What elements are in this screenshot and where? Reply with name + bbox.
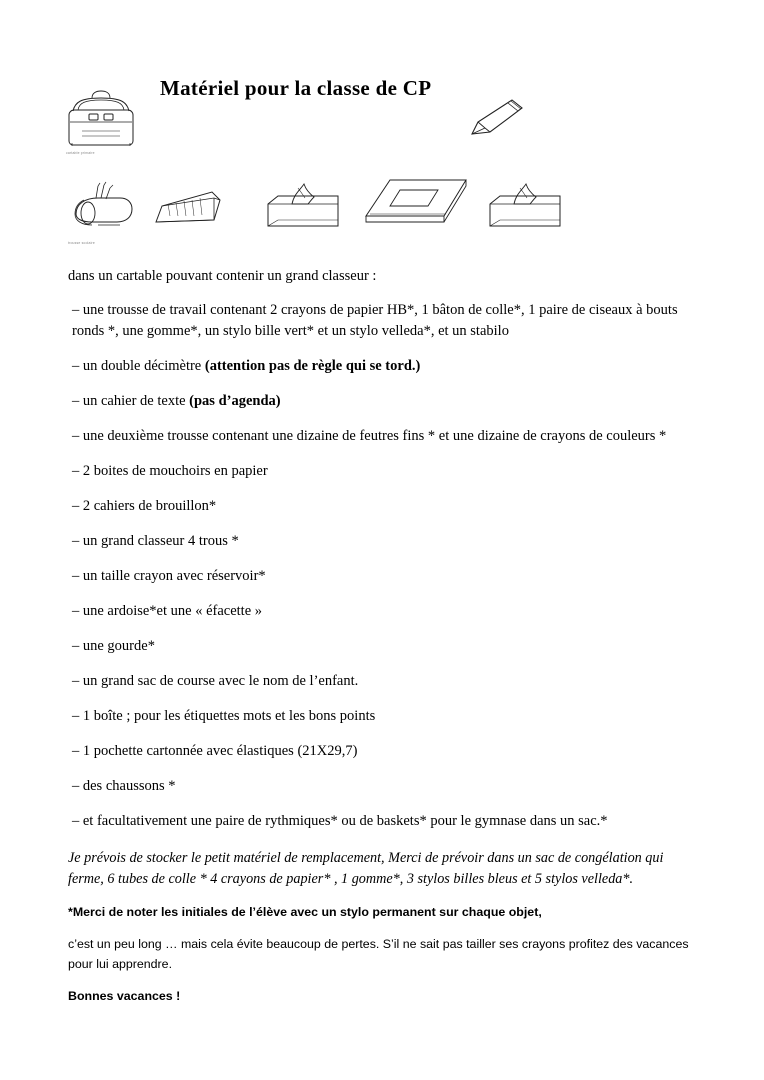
list-item-text: – un grand sac de course avec le nom de l’enfant. bbox=[72, 673, 359, 689]
page-title: Matériel pour la classe de CP bbox=[160, 76, 432, 100]
list-item bbox=[68, 300, 696, 342]
lead-paragraph: dans un cartable pouvant contenir un grand classeur : bbox=[68, 268, 377, 284]
list-item-text: – un double décimètre bbox=[72, 358, 205, 374]
list-item bbox=[68, 391, 696, 412]
list-item bbox=[68, 356, 696, 377]
list-item bbox=[68, 706, 696, 727]
list-item bbox=[68, 636, 696, 657]
list-item-text: – une ardoise*et une « éfacette » bbox=[72, 603, 263, 619]
list-item-text: – et facultativement une paire de rythmiques* ou de baskets* pour le gymnase dans un sac.* bbox=[72, 813, 608, 829]
list-item-text: – 1 pochette cartonnée avec élastiques (21X29,7) bbox=[72, 743, 358, 759]
list-item bbox=[68, 671, 696, 692]
list-item bbox=[68, 426, 696, 447]
binder-illustration bbox=[360, 172, 472, 234]
pencil-illustration bbox=[466, 96, 528, 140]
list-item bbox=[68, 601, 696, 622]
list-item-emphasis: (pas d’agenda) bbox=[189, 393, 281, 409]
list-item bbox=[68, 461, 696, 482]
satchel-illustration bbox=[66, 88, 136, 155]
satchel-caption: cartable primaire bbox=[66, 151, 95, 155]
list-item-text: – des chaussons * bbox=[72, 778, 176, 794]
tissue-box-illustration-2 bbox=[484, 180, 566, 238]
list-item-text: – 2 boites de mouchoirs en papier bbox=[72, 463, 268, 479]
list-item-emphasis: (attention pas de règle qui se tord.) bbox=[204, 358, 421, 374]
list-item bbox=[68, 776, 696, 797]
footnote-explanation: c’est un peu long … mais cela évite beaucoup de pertes. S’il ne sait pas tailler ses crayons profitez des vacances pour lui apprendre. bbox=[68, 937, 689, 971]
ruler-illustration bbox=[152, 182, 224, 234]
document-body bbox=[68, 266, 696, 1006]
list-item-text: – une trousse de travail contenant 2 crayons de papier HB*, 1 bâton de colle*, 1 paire de ciseaux à bouts ronds *, une gomme*, un stylo bille vert* et un stylo velleda*, et un stabilo bbox=[72, 302, 678, 339]
list-item-text: – un cahier de texte bbox=[72, 393, 190, 409]
footnote-initials: *Merci de noter les initiales de l’élève avec un stylo permanent sur chaque objet, bbox=[68, 905, 542, 919]
list-item-text: – 1 boîte ; pour les étiquettes mots et les bons points bbox=[72, 708, 376, 724]
list-item-text: – une gourde* bbox=[72, 638, 155, 654]
list-item bbox=[68, 566, 696, 587]
list-item-text: – un taille crayon avec réservoir* bbox=[72, 568, 266, 584]
list-item bbox=[68, 811, 696, 832]
list-item bbox=[68, 531, 696, 552]
list-item-text: – 2 cahiers de brouillon* bbox=[72, 498, 217, 514]
list-item bbox=[68, 496, 696, 517]
pencil-case-illustration bbox=[68, 178, 134, 245]
storage-note: Je prévois de stocker le petit matériel de remplacement, Merci de prévoir dans un sac de congélation qui ferme, 6 tubes de colle * 4 crayons de papier* , 1 gomme*, 3 stylos billes bleus et 5 stylos velleda*. bbox=[68, 850, 664, 887]
list-item bbox=[68, 741, 696, 762]
footnote-closing: Bonnes vacances ! bbox=[68, 989, 181, 1003]
pencil-case-caption: trousse scolaire bbox=[68, 241, 95, 245]
tissue-box-illustration-1 bbox=[262, 180, 344, 238]
list-item-text: – une deuxième trousse contenant une dizaine de feutres fins * et une dizaine de crayons de couleurs * bbox=[72, 428, 667, 444]
list-item-text: – un grand classeur 4 trous * bbox=[72, 533, 239, 549]
